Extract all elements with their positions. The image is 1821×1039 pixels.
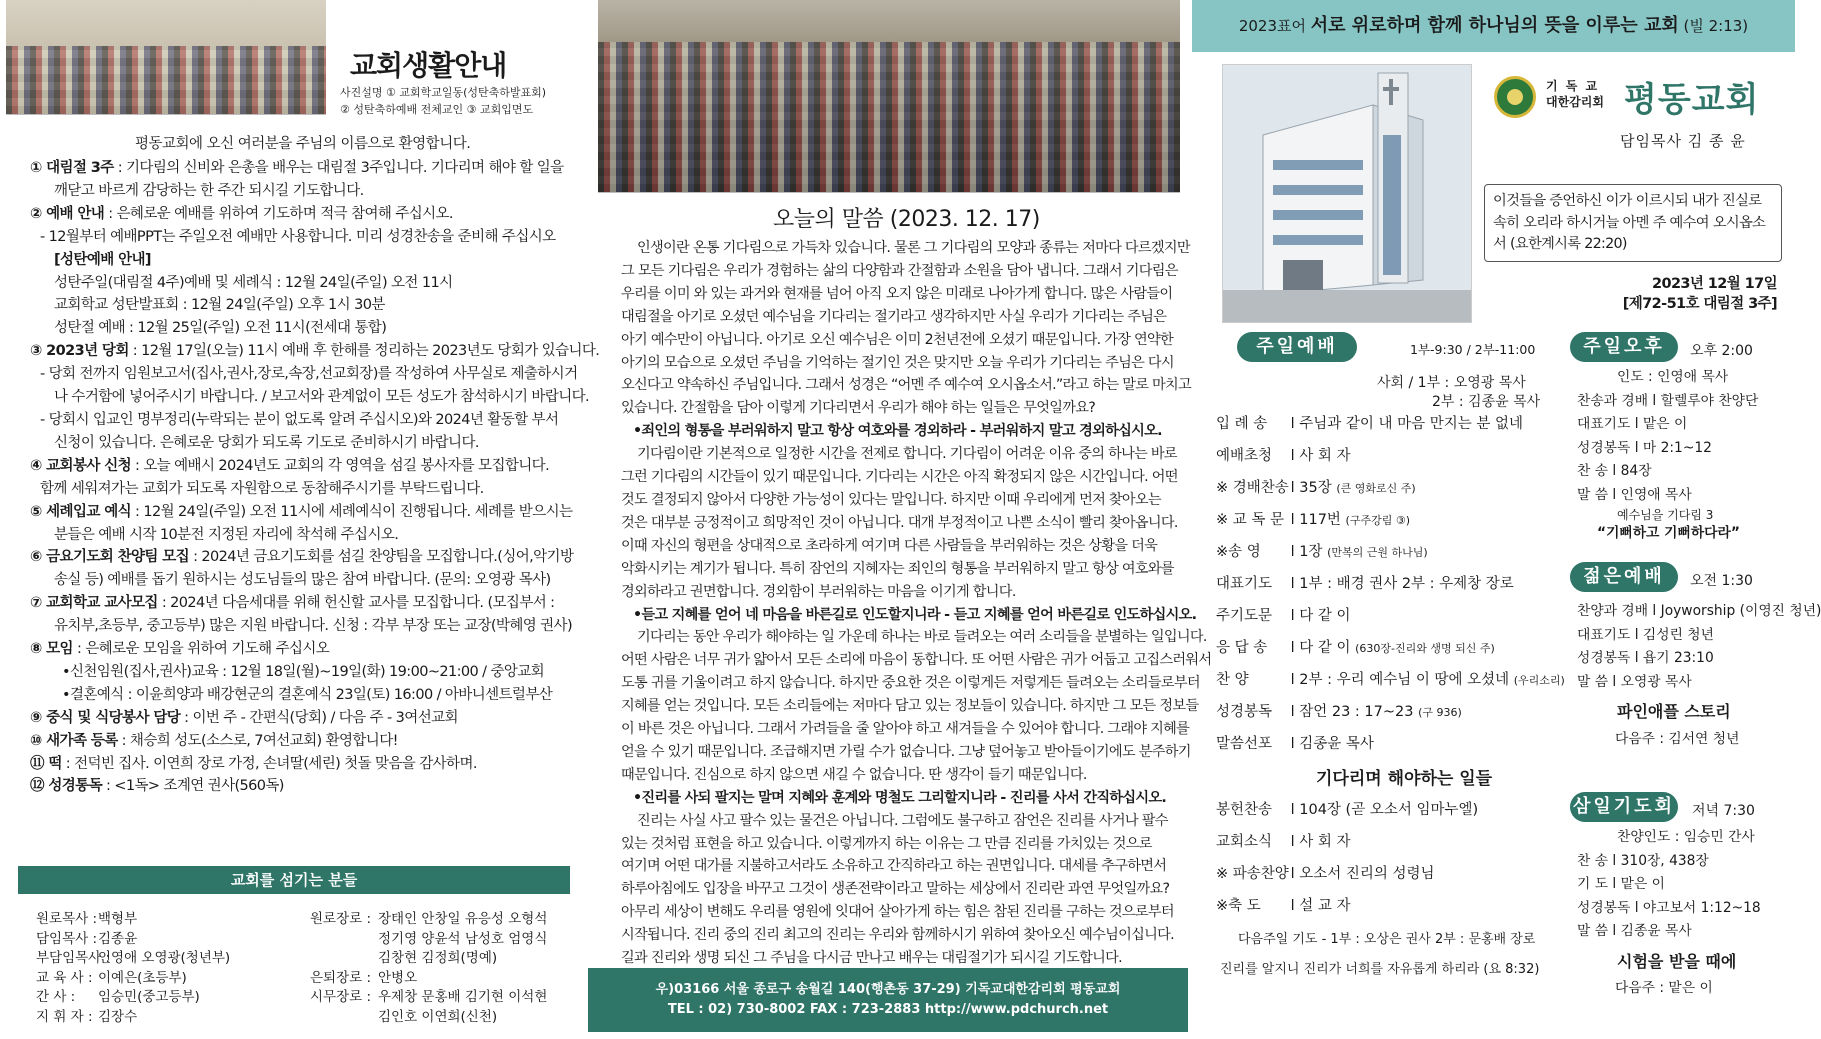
worship-item-label: ※축 도 [1216,898,1261,914]
side-item: 찬양과 경배 l Joyworship (이영진 청년) [1577,603,1821,619]
divider-bar: l [1286,834,1300,850]
worship-item-value: 설 교 자 [1299,898,1351,914]
worship-item-note: (만복의 근원 하나님) [1327,546,1428,559]
side-item: 성경봉독 l 마 2:1~12 [1577,439,1712,456]
denomination-line-2: 대한감리회 [1546,95,1604,109]
worship-item-note: (630장-진리와 생명 되신 주) [1355,642,1495,655]
worship-item-value: 사 회 자 [1299,834,1351,850]
announcement-text: 신청이 있습니다. 은혜로운 당회가 되도록 기도로 준비하시기 바랍니다. [54,434,479,451]
side-item: 찬송과 경배 l 할렐루야 찬양단 [1577,392,1759,409]
worship-item-label: 찬 양 [1216,672,1249,688]
worship-item [1216,636,1495,657]
divider-bar: l [1286,576,1300,592]
announcement-line [30,157,565,180]
staff-row [310,1008,547,1028]
photo-crowd [598,42,1180,192]
announcement-line [30,501,573,524]
staff-names: 김인호 이연희(신천) [378,1008,498,1025]
motto-reference: (빌 2:13) [1683,17,1749,35]
worship-item-label: 주기도문 [1216,608,1273,624]
announcement-text: : 2024년 금요기도회를 섬길 찬양팀을 모집합니다.(싱어,악기방 [189,549,574,566]
announcement-text: 나 수거함에 넣어주시기 바랍니다. / 보고서와 관계없이 모든 성도가 참석하시기 바랍니다. [54,389,590,406]
sermon-line: 기다림이란 기본적으로 일정한 시간을 전제로 합니다. 기다림이 어려운 이유 중의 하나는 바로 [637,446,1177,463]
sermon-line: 아기의 모습으로 오셨던 주님을 기억하는 절기인 것은 맞지만 오늘 우리가 기다리는 주님은 다시 [621,354,1174,371]
announcement-heading: ① 대림절 3주 [30,160,114,176]
announcement-line [30,294,565,317]
worship-item-label: 봉헌찬송 [1216,802,1273,818]
sermon-line: 이 바른 것은 아닙니다. 그래서 가려들을 줄 알아야 하고 새겨들을 수 있어야 합니다. 그래야 지혜를 [621,721,1190,738]
sermon-line: 경외하라고 권면합니다. 경외함이 부러워하는 마음을 이기게 합니다. [621,583,1016,600]
worship-item [1216,830,1351,851]
announcement-text: : 채승희 성도(소스로, 7여선교회) 환영합니다! [117,732,398,749]
worship-item-value: 1부 : 배경 권사 2부 : 우제창 장로 [1299,576,1514,592]
sermon-line: 것도 결정되지 않아서 다양한 가능성이 있다는 말입니다. 하지만 이때 우리에게 먼저 찾아오는 [621,491,1161,508]
sunday-service-heading: 주일예배 [1237,332,1357,362]
announcement-heading: [성탄예배 안내] [54,251,151,268]
worship-item [1216,700,1462,721]
announcement-line [30,661,565,684]
announcement-text: 송실 등) 예배를 돕기 원하시는 성도님들의 많은 참여 바랍니다. (문의: 오영광 목사) [54,572,551,589]
announcement-text: 성탄절 예배 : 12월 25일(주일) 오전 11시(전세대 통합) [54,320,387,337]
staff-names: 김창현 김정희(명예) [378,950,498,966]
worship-item-label: ※송 영 [1216,544,1261,560]
staff-names: 백형부 [98,911,138,927]
announcement-line [30,386,590,409]
announcement-line [30,592,565,615]
worship-item-value: 사 회 자 [1299,448,1351,464]
announcement-heading: ⑫ 성경통독 [30,778,102,795]
announcement-text: 깨닫고 바르게 감당하는 한 주간 되시길 기도합니다. [54,182,364,199]
worship-item-note: (우리소리) [1513,674,1565,687]
announcement-line [30,730,565,753]
announcement-heading: ⑨ 중식 및 식당봉사 담당 [30,709,181,726]
youth-next-week: 다음주 : 김서연 청년 [1615,730,1740,747]
announcement-text: - 당회 전까지 임원보고서(집사,권사,장로,속장,선교회장)를 작성하여 사무실로 제출하시거 [40,366,578,383]
sermon-line: 진리는 사실 사고 팔수 있는 물건은 아닙니다. 그럼에도 불구하고 잠언은 진리를 사거나 팔수 [637,812,1168,829]
sermon-line: 있습니다. 간절함을 담아 이렇게 기다리면서 우리가 해야 하는 일들은 무엇일까요? [621,400,1096,417]
sermon-theme: 기다리며 해야하는 일들 [1316,769,1493,789]
announcement-heading: ④ 교회봉사 신청 [30,457,132,474]
address-line: 우)03166 서울 종로구 송월길 140(행촌동 37-29) 기독교대한감리회 평동교회 [655,982,1121,997]
staff-role: 은퇴장로 : [310,969,372,986]
announcement-heading: ⑤ 세례입교 예식 [30,503,132,520]
sermon-line: 것은 대부분 긍정적이고 희망적인 것이 아닙니다. 대개 부정적이고 나쁜 소식이 빨리 찾아옵니다. [621,514,1178,531]
motto-banner [1192,0,1795,52]
sermon-line: 길과 진리와 생명 되신 그 주님을 다시금 만나고 배우는 대림절기가 되시길 기도합니다. [621,950,1122,967]
motto-prefix: 2023표어 [1238,17,1306,35]
announcement-line [30,249,565,272]
sermon-panel [588,0,1212,1039]
divider-bar: l [1286,608,1300,624]
announcement-line [30,546,574,569]
announcement-text: - 12월부터 예배PPT는 주일오전 예배만 사용합니다. 미리 성경찬송을 준비해 주십시오 [40,228,556,245]
sermon-point: •듣고 지혜를 얻어 네 마음을 바른길로 인도할지니라 - 듣고 지혜를 얻어 바른길로 인도하십시오. [633,606,1197,623]
staff-names: 인영애 오영광(청년부) [98,950,231,966]
staff-names: 안병오 [378,969,418,986]
sermon-line: 시작됩니다. 진리 중의 진리 최고의 진리는 우리와 함께하시기 위하여 찾아오신 예수님이십니다. [621,927,1174,944]
worship-item-note: (구 936) [1418,706,1462,719]
announcement-text: : 2024년 다음세대를 위해 헌신할 교사를 모집합니다. (모집부서 : [157,595,555,612]
issue-line: [제72-51호 대림절 3주] [1622,296,1777,312]
worship-item-value: 2부 : 우리 예수님 이 땅에 오셨네 [1299,672,1510,688]
announcements-panel [0,0,600,1039]
worship-item-label: 응 답 송 [1216,640,1268,656]
closing-verse: 진리를 알지니 진리가 너희를 자유롭게 하리라 (요 8:32) [1220,962,1540,977]
sermon-line: 오신다고 약속하신 주님입니다. 그래서 성경은 “어멘 주 예수여 오시옵소서.”라고 하는 말로 마치고 [621,377,1192,394]
announcement-line [30,524,565,547]
staff-heading: 교회를 섬기는 분들 [18,866,570,894]
worship-item-value: 잠언 23 : 17~23 [1299,704,1414,720]
afternoon-sermon-series: 예수님을 기다림 3 [1617,508,1714,522]
worship-item-value: 1장 [1299,544,1323,560]
worship-item-label: ※ 경배찬송 [1216,480,1289,496]
staff-role: 교 육 사 : [36,969,93,986]
divider-bar: l [1286,512,1300,528]
sermon-line: 때문입니다. 진심으로 하지 않으면 새길 수 없습니다. 딴 생각이 들기 때문입니다. [621,766,1087,783]
photo-caption-2: ② 성탄축하예배 전체교인 ③ 교회입면도 [340,103,534,116]
staff-row [310,969,547,989]
sermon-line: 아무리 세상이 변해도 우리를 영원에 잇대어 살아가게 하는 힘은 참된 진리를 구하는 것으로부터 [621,904,1174,921]
senior-pastor: 담임목사 김 종 윤 [1620,132,1746,150]
worship-item-label: 대표기도 [1216,576,1273,592]
sermon-line: 얻을 수 있기 때문입니다. 조급해지면 가릴 수가 없습니다. 그냥 덮어놓고 받아들이기에도 분주하기 [621,743,1191,760]
sermon-line: 그 모든 기다림은 우리가 경험하는 삶의 다양함과 간절함과 소원을 담아 냅니다. 그래서 기다림은 [621,262,1178,279]
divider-bar: l [1286,448,1300,464]
denomination-name [1546,78,1604,110]
side-item: 성경봉독 l 야고보서 1:12~18 [1577,899,1761,916]
announcement-heading: ⑥ 금요기도회 찬양팀 모집 [30,549,190,566]
staff-role: 담임목사 : [36,930,98,947]
sermon-body [621,237,1212,970]
announcement-heading: ② 예배 안내 [30,205,105,222]
announcement-line [30,707,565,730]
staff-names: 정기영 양윤석 남성호 엄영식 [378,930,548,947]
worship-item [1216,508,1410,529]
divider-bar: l [1286,480,1300,496]
announcement-text: 유치부,초등부, 중고등부) 많은 지원 바랍니다. 신청 : 각부 부장 또는 교장(박혜영 권사) [54,618,573,635]
contact-line: TEL : 02) 730-8002 FAX : 723-2883 http://www.pdchurch.net [667,1002,1109,1017]
sermon-line: 인생이란 온통 기다림으로 가득차 있습니다. 물론 그 기다림의 모양과 종류는 저마다 다르겠지만 [637,240,1190,256]
announcement-heading: ⑩ 새가족 등록 [30,732,118,749]
staff-row [36,988,230,1008]
announcement-line [30,180,565,203]
divider-bar: l [1286,672,1300,688]
sermon-line: 여기며 어떤 대가를 지불하고서라도 소유하고 간직하라고 하는 권면입니다. 대세를 추구하면서 [621,858,1167,875]
announcement-line [30,615,573,638]
sunday-service-time: 1부-9:30 / 2부-11:00 [1410,342,1536,357]
divider-bar: l [1286,802,1300,818]
announcement-text: - 당회시 입교인 명부정리(누락되는 분이 없도록 알려 주십시오)와 2024년 활동할 부서 [40,411,559,428]
announcement-line [30,432,565,455]
side-item: 찬 송 l 310장, 438장 [1577,852,1709,869]
staff-row [310,949,547,969]
sermon-line: 대림절을 아기로 오셨던 예수님을 기다리는 절기라고 생각하지만 사실 우리가 기다리는 주님은 [621,308,1167,325]
announcement-text: •결혼예식 : 이윤희양과 배강현군의 결혼예식 23일(토) 16:00 / 아바니센트럴부산 [62,686,553,703]
staff-row [310,930,547,950]
staff-row [36,910,230,930]
sermon-line: 있는 것처럼 표현을 하고 있습니다. 이렇게까지 하는 이유는 그 만큼 진리를 가치있는 것으로 [621,835,1152,852]
divider-bar: l [1286,544,1300,560]
sermon-line: 우리를 이미 와 있는 과거와 현재를 넘어 아직 오지 않은 미래로 나아가게 합니다. 많은 사람들이 [621,285,1173,302]
divider-bar: l [1286,704,1300,720]
announcement-line [30,317,565,340]
staff-role: 지 휘 자 : [36,1008,93,1025]
bulletin-date [1623,274,1777,314]
divider-bar: l [1286,416,1300,432]
side-item: 인도 : 인영애 목사 [1617,369,1729,385]
sermon-line: 악화시키는 계기가 됩니다. 특히 잠언의 지혜자는 죄인의 형통을 부러워하지 말고 항상 여호와를 [621,560,1174,577]
worship-item [1216,604,1351,625]
service-leader-2: 2부 : 김종윤 목사 [1432,394,1541,410]
announcement-text: : 12월 24일(주일) 오전 11시에 세례예식이 진행됩니다. 세례를 받으시는 [131,503,573,520]
staff-role: 시무장로 : [310,989,372,1005]
staff-row [36,930,230,950]
welcome-text: 평동교회에 오신 여러분을 주님의 이름으로 환영합니다. [135,136,471,152]
church-building-image [1222,64,1472,323]
staff-names: 임승민(중고등부) [98,989,200,1005]
sermon-line: 아기 예수만이 아닙니다. 아기로 오신 예수님은 이미 2천년전에 오셨기 때문입니다. 가장 연약한 [621,331,1174,348]
staff-row [36,1008,230,1028]
worship-item-value: 104장 (곧 오소서 임마누엘) [1299,802,1479,818]
announcement-line [30,684,565,707]
worship-item-label: 교회소식 [1216,834,1273,850]
staff-names: 김종윤 [98,930,138,947]
afternoon-service-heading: 주일오후 [1570,332,1678,362]
wednesday-prayer-time: 저녁 7:30 [1692,803,1755,819]
side-item: 찬양인도 : 임승민 간사 [1617,829,1755,845]
staff-row [36,949,230,969]
staff-role: 간 사 : [36,989,76,1005]
worship-item [1216,862,1435,883]
announcement-text: : <1독> 조계연 권사(560독) [101,778,284,795]
staff-list-left [36,910,230,1027]
divider-bar: l [1286,640,1300,656]
side-item: 말 씀 l 김종윤 목사 [1577,923,1692,939]
afternoon-sermon-theme: “기뻐하고 기뻐하다라” [1597,525,1740,541]
worship-item-label: 말씀선포 [1216,736,1273,752]
announcement-heading: ⑪ 떡 [30,755,62,772]
staff-row [310,988,547,1008]
announcement-text: 교회학교 성탄발표회 : 12월 24일(주일) 오후 1시 30분 [54,297,385,314]
worship-item [1216,540,1428,561]
sermon-line: 하루아침에도 입장을 바꾸고 그것이 생존전략이라고 말하는 세상에서 진리란 과연 무엇일까요? [621,881,1170,898]
worship-item [1216,444,1351,465]
announcement-text: •신천임원(집사,권사)교육 : 12월 18일(월)~19일(화) 19:00~21:00 / 중앙교회 [62,663,545,680]
sermon-line: 지혜를 얻는 것입니다. 모든 소리들에는 저마다 담고 있는 정보들이 있습니다. 하지만 그 모든 정보들 [621,698,1199,715]
congregation-photo [598,0,1180,193]
divider-bar: l [1286,898,1300,914]
wednesday-order [1577,826,1792,1001]
sermon-title: 오늘의 말씀 (2023. 12. 17) [773,207,1040,232]
announcement-text: 분들은 예배 시작 10분전 지정된 자리에 착석해 주십시오. [54,526,399,543]
staff-list-right [310,910,547,1027]
sermon-point: •죄인의 형통을 부러워하지 말고 항상 여호와를 경외하라 - 부러워하지 말고 경외하십시오. [633,423,1162,440]
worship-item [1216,668,1565,689]
announcement-text: : 이번 주 - 간편식(당회) / 다음 주 - 3여선교회 [180,709,458,726]
announcement-heading: ③ 2023년 당회 [30,343,129,360]
worship-item-label: 성경봉독 [1216,704,1273,720]
staff-row [310,910,547,930]
announcement-line [30,638,565,661]
worship-item [1216,476,1416,497]
worship-item-value: 오소서 진리의 성령님 [1299,866,1435,882]
announcements-title: 교회생활안내 [350,49,507,82]
divider-bar: l [1286,736,1300,752]
side-item: 대표기도 l 맡은 이 [1577,416,1688,432]
worship-item-value: 다 같 이 [1299,608,1351,624]
scripture-verse-box: 이것들을 증언하신 이가 이르시되 내가 진실로 속히 오리라 하시거늘 아멘 주 예수여 오시옵소서 (요한계시록 22:20) [1484,184,1782,262]
youth-service-heading: 젊은예배 [1570,562,1678,592]
worship-item [1216,798,1478,819]
announcement-line [30,363,578,386]
announcement-text: 성탄주일(대림절 4주)예배 및 세례식 : 12월 24일(주일) 오전 11시 [54,274,453,291]
worship-item-label: ※ 교 독 문 [1216,512,1284,528]
announcement-list [30,157,600,798]
side-item: 대표기도 l 김성린 청년 [1577,626,1714,643]
announcement-line [30,775,565,798]
staff-names: 이예은(초등부) [98,969,187,986]
photo-crowd [6,46,326,114]
announcement-text: : 12월 17일(오늘) 11시 예배 후 한해를 정리하는 2023년도 당회가 있습니다. [128,343,600,360]
announcement-line [30,455,565,478]
side-item: 기 도 l 맡은 이 [1577,876,1666,892]
sermon-point: •진리를 사되 팔지는 말며 지혜와 훈계와 명철도 그리할지니라 - 진리를 사서 간직하십시오. [633,789,1167,806]
announcement-text: : 전덕빈 집사. 이연희 장로 가정, 손녀딸(세린) 첫돌 맞음을 감사하며. [61,755,477,772]
methodist-logo-icon [1494,76,1536,118]
announcement-text: : 은혜로운 예배를 위하여 기도하며 적극 참여해 주십시오. [104,205,453,222]
worship-item-label: 입 례 송 [1216,416,1268,432]
announcement-heading: ⑧ 모임 [30,641,73,658]
announcement-text: : 기다림의 신비와 은총을 배우는 대림절 3주입니다. 기다리며 해야 할 일을 [113,160,564,176]
sunday-school-photo [6,0,326,115]
address-footer [588,968,1188,1032]
worship-item-note: (구주강림 ③) [1345,514,1410,527]
worship-item-label: ※ 파송찬양 [1216,866,1289,882]
worship-item-value: 다 같 이 [1299,640,1351,656]
date-line: 2023년 12월 17일 [1651,276,1777,292]
staff-names: 김장수 [98,1008,138,1025]
announcement-text: : 은혜로운 모임을 위하여 기도해 주십시오 [72,641,330,658]
staff-role: 원로목사 : [36,911,98,927]
worship-item-value: 117번 [1299,512,1341,528]
wednesday-prayer-heading: 삼일기도회 [1570,792,1678,822]
staff-names: 장태인 안창일 유응성 오형석 [378,911,548,927]
announcement-line [30,569,565,592]
worship-item-value: 35장 [1299,480,1332,496]
announcement-text: 함께 세워져가는 교회가 되도록 자원함으로 동참해주시기를 부탁드립니다. [40,480,484,497]
worship-item-value: 김종윤 목사 [1299,736,1374,752]
worship-item-value: 주님과 같이 내 마음 만지는 분 없네 [1299,416,1524,432]
youth-order [1577,600,1821,751]
staff-names: 우제창 문홍배 김기현 이석현 [378,989,548,1005]
sermon-line: 어떤 사람은 너무 귀가 얇아서 모든 소리에 마음이 동합니다. 또 어떤 사람은 귀가 어둡고 고집스러워서 [621,652,1212,669]
announcement-line [30,272,565,295]
youth-service-time: 오전 1:30 [1690,573,1753,589]
sermon-line: 그런 기다림의 시간들이 있기 때문입니다. 기다리는 시간은 아직 확정되지 않은 시간입니다. 어떤 [621,469,1178,486]
wednesday-next-week: 다음주 : 맡은 이 [1615,980,1713,996]
church-name: 평동교회 [1624,80,1760,120]
wednesday-sermon-theme: 시험을 받을 때에 [1617,951,1737,971]
worship-item [1216,572,1514,593]
side-item: 성경봉독 l 욥기 23:10 [1577,650,1714,666]
side-item: 찬 송 l 84장 [1577,463,1652,479]
sermon-line: 기다리는 동안 우리가 해야하는 일 가운데 하나는 바로 들려오는 여러 소리들을 분별하는 일입니다. [637,629,1207,646]
worship-item [1216,732,1374,753]
announcement-line [30,340,600,363]
next-week-prayer: 다음주일 기도 - 1부 : 오상은 권사 2부 : 문홍배 장로 [1238,932,1536,947]
sermon-line: 도통 귀를 기울이려고 하지 않습니다. 하지만 중요한 것은 이렇게든 저렇게든 들려오는 소리들로부터 [621,675,1200,692]
staff-role: 원로장로 : [310,911,372,927]
worship-item-note: (큰 영화로신 주) [1336,482,1416,495]
announcement-text: : 오늘 예배시 2024년도 교회의 각 영역을 섬길 봉사자를 모집합니다. [131,457,550,474]
sermon-line: 이때 자신의 형편을 상대적으로 초라하게 여기며 다른 사람들을 부러워하는 것은 상황을 더욱 [621,537,1158,554]
service-leader-1: 사회 / 1부 : 오영광 목사 [1377,375,1526,391]
announcement-line [30,409,565,432]
staff-role: 부담임목사 : [36,950,111,966]
afternoon-order [1577,366,1792,543]
staff-row [36,969,230,989]
worship-item-label: 예배초청 [1216,448,1273,464]
worship-item [1216,412,1523,433]
side-item: 말 씀 l 오영광 목사 [1577,673,1692,690]
photo-caption-1: 사진설명 ① 교회학교일동(성탄축하발표회) [340,86,547,99]
youth-sermon-theme: 파인애플 스토리 [1617,702,1731,721]
denomination-line-1: 기 독 교 [1546,79,1600,93]
worship-order-panel [1192,0,1821,1039]
announcement-line [30,478,565,501]
announcement-line [30,203,565,226]
worship-item [1216,894,1351,915]
motto-text: 서로 위로하며 함께 하나님의 뜻을 이루는 교회 [1310,15,1679,36]
divider-bar: l [1286,866,1300,882]
side-item: 말 씀 l 인영애 목사 [1577,486,1692,503]
announcement-line [30,753,565,776]
announcement-heading: ⑦ 교회학교 교사모집 [30,595,158,612]
afternoon-service-time: 오후 2:00 [1690,343,1753,359]
announcement-line [30,226,565,249]
